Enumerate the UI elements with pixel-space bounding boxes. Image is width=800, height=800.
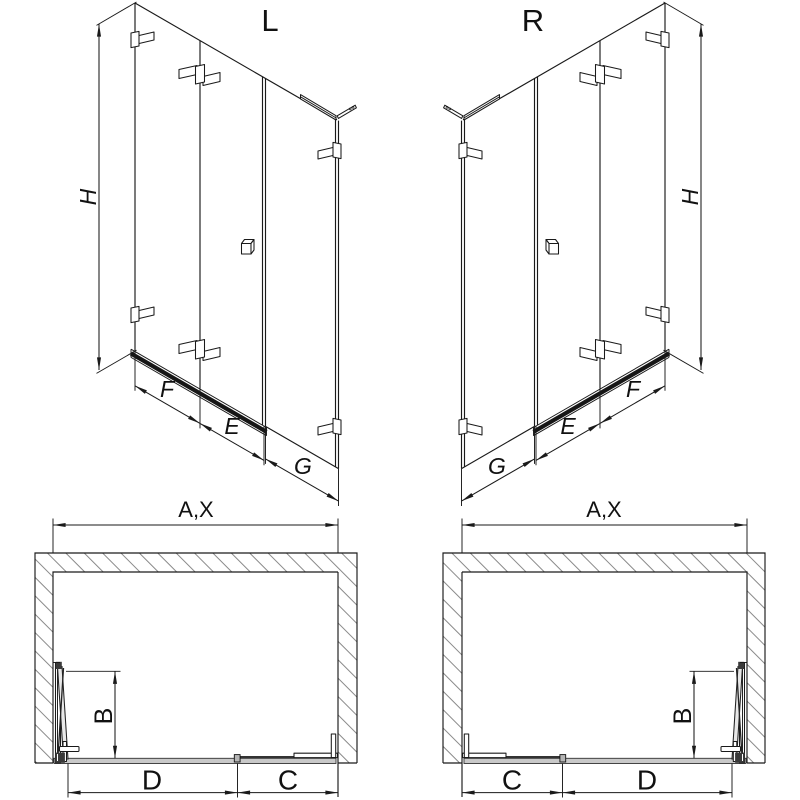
magnet-profile	[560, 755, 566, 762]
variant-label-right: R	[521, 3, 545, 38]
dim-label-d-right: D	[636, 764, 658, 796]
dim-label-b-right: B	[669, 707, 697, 725]
dim-label-e-left: E	[224, 413, 240, 439]
dim-label-ax-left: A,X	[178, 497, 214, 522]
height-dim-label-right: H	[677, 188, 703, 206]
variant-label-left: L	[261, 3, 279, 38]
dim-label-b-left: B	[90, 707, 118, 725]
floor-rail	[464, 758, 746, 763]
dim-label-f-right: F	[625, 376, 641, 402]
dim-label-c-right: C	[501, 764, 523, 796]
door-handle	[60, 747, 80, 752]
floor-rail	[54, 758, 336, 763]
door-handle	[721, 747, 741, 752]
dim-label-e-right: E	[560, 413, 576, 439]
dim-label-f-left: F	[159, 376, 175, 402]
dim-label-g-right: G	[488, 453, 506, 479]
magnet-profile	[234, 755, 240, 762]
height-dim-label-left: H	[75, 188, 101, 206]
dim-label-c-left: C	[277, 764, 299, 796]
dim-label-ax-right: A,X	[586, 497, 622, 522]
dim-label-g-left: G	[294, 453, 312, 479]
dim-label-d-left: D	[141, 764, 163, 796]
